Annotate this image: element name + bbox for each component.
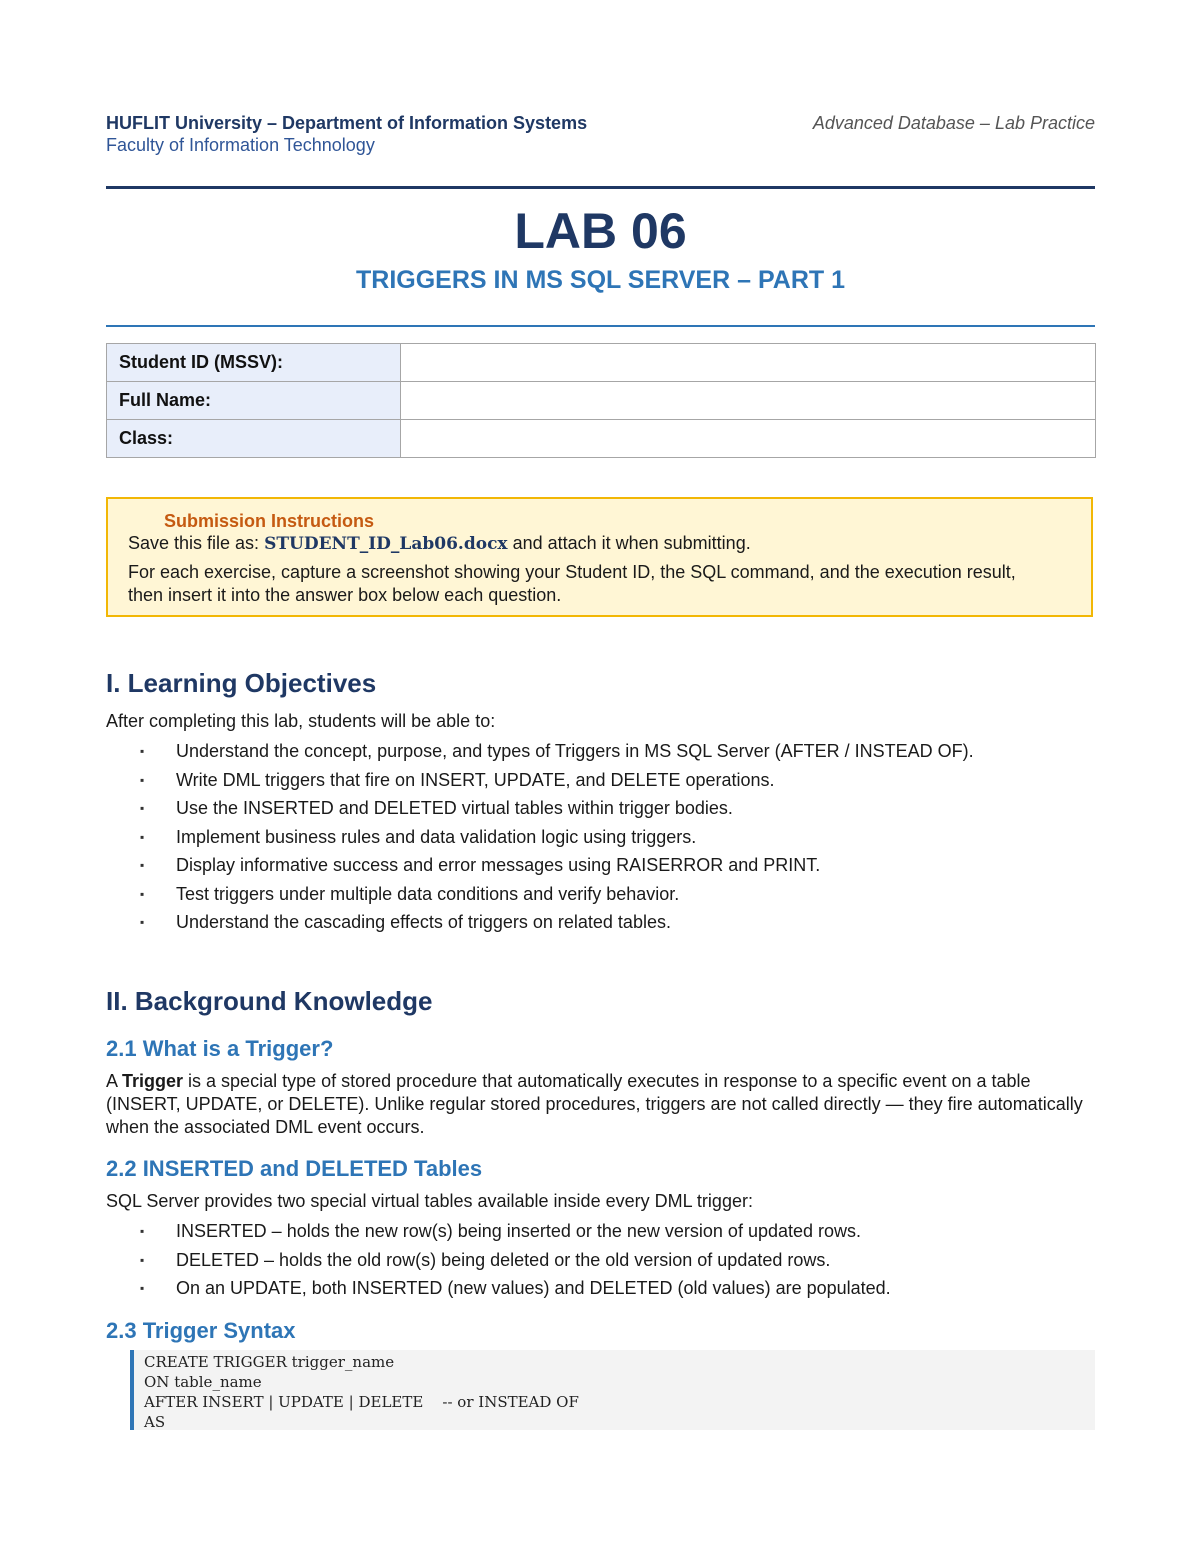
- table-row: [107, 344, 1096, 382]
- list-item: ▪ DELETED – holds the old row(s) being deleted or the old version of updated rows.: [106, 1246, 891, 1275]
- list-item: ▪ Display informative success and error messages using RAISERROR and PRINT.: [106, 851, 974, 880]
- subsection-2-2-intro: SQL Server provides two special virtual tables available inside every DML trigger:: [106, 1191, 753, 1211]
- list-item: ▪ On an UPDATE, both INSERTED (new values) and DELETED (old values) are populated.: [106, 1274, 891, 1303]
- header-course: Advanced Database – Lab Practice: [812, 113, 1095, 133]
- submission-filename: STUDENT_ID_Lab06.docx: [264, 534, 508, 554]
- list-item: ▪ Understand the concept, purpose, and types of Triggers in MS SQL Server (AFTER / INSTEAD OF).: [106, 737, 974, 766]
- trigger-definition: [106, 1070, 1091, 1139]
- code-line: CREATE TRIGGER trigger_name: [144, 1353, 395, 1371]
- student-id-label: Student ID (MSSV):: [107, 344, 401, 382]
- code-line: AFTER INSERT | UPDATE | DELETE -- or INSTEAD OF: [144, 1393, 579, 1411]
- objectives-list: [106, 737, 974, 937]
- title-divider: [106, 325, 1095, 327]
- list-item: ▪ INSERTED – holds the new row(s) being inserted or the new version of updated rows.: [106, 1217, 891, 1246]
- submission-line-1: [128, 533, 751, 554]
- trigger-term: Trigger: [122, 1071, 184, 1091]
- document-page: [106, 0, 1095, 1431]
- section-1-heading: I. Learning Objectives: [106, 668, 377, 698]
- submission-line-1-pre: Save this file as:: [128, 533, 265, 553]
- lab-subtitle: TRIGGERS IN MS SQL SERVER – PART 1: [356, 266, 845, 294]
- trigger-definition-post: is a special type of stored procedure that automatically executes in response to a specific event on a table (INSERT, UPDATE, or DELETE). Unlike regular stored procedures, triggers are not called directly — they fire automatically when the associated DML event occurs.: [106, 1071, 1083, 1137]
- subsection-2-3-heading: 2.3 Trigger Syntax: [106, 1318, 296, 1343]
- full-name-label: Full Name:: [107, 382, 401, 420]
- header-organization: HUFLIT University – Department of Information Systems: [106, 113, 588, 133]
- table-row: [107, 420, 1096, 458]
- trigger-definition-pre: A: [106, 1071, 123, 1091]
- list-item: ▪ Use the INSERTED and DELETED virtual tables within trigger bodies.: [106, 794, 974, 823]
- submission-line-2: For each exercise, capture a screenshot showing your Student ID, the SQL command, and the execution result, then insert it into the answer box below each question.: [128, 562, 1016, 605]
- lab-title: LAB 06: [514, 203, 687, 259]
- list-item: ▪ Test triggers under multiple data conditions and verify behavior.: [106, 880, 974, 909]
- header-faculty: Faculty of Information Technology: [106, 135, 375, 155]
- subsection-2-2-heading: 2.2 INSERTED and DELETED Tables: [106, 1156, 483, 1181]
- table-row: [107, 382, 1096, 420]
- subsection-2-1-heading: 2.1 What is a Trigger?: [106, 1036, 334, 1061]
- virtual-tables-list: [106, 1217, 891, 1303]
- page-header: [106, 0, 1095, 190]
- submission-title: Submission Instructions: [164, 511, 375, 531]
- student-info-table: [106, 343, 1096, 458]
- list-item: ▪ Understand the cascading effects of triggers on related tables.: [106, 908, 974, 937]
- student-id-field[interactable]: [401, 344, 1096, 382]
- list-item: ▪ Implement business rules and data validation logic using triggers.: [106, 823, 974, 852]
- list-item: ▪ Write DML triggers that fire on INSERT, UPDATE, and DELETE operations.: [106, 766, 974, 795]
- section-2-heading: II. Background Knowledge: [106, 986, 433, 1016]
- code-line: ON table_name: [144, 1373, 262, 1391]
- submission-line-1-post: and attach it when submitting.: [507, 533, 751, 553]
- class-label: Class:: [107, 420, 401, 458]
- header-divider: [106, 186, 1095, 189]
- code-line: AS: [144, 1413, 166, 1431]
- class-field[interactable]: [401, 420, 1096, 458]
- full-name-field[interactable]: [401, 382, 1096, 420]
- trigger-syntax-code-block: [130, 1350, 1095, 1430]
- section-1-intro: After completing this lab, students will be able to:: [106, 711, 496, 731]
- submission-instructions-box: [106, 497, 1093, 617]
